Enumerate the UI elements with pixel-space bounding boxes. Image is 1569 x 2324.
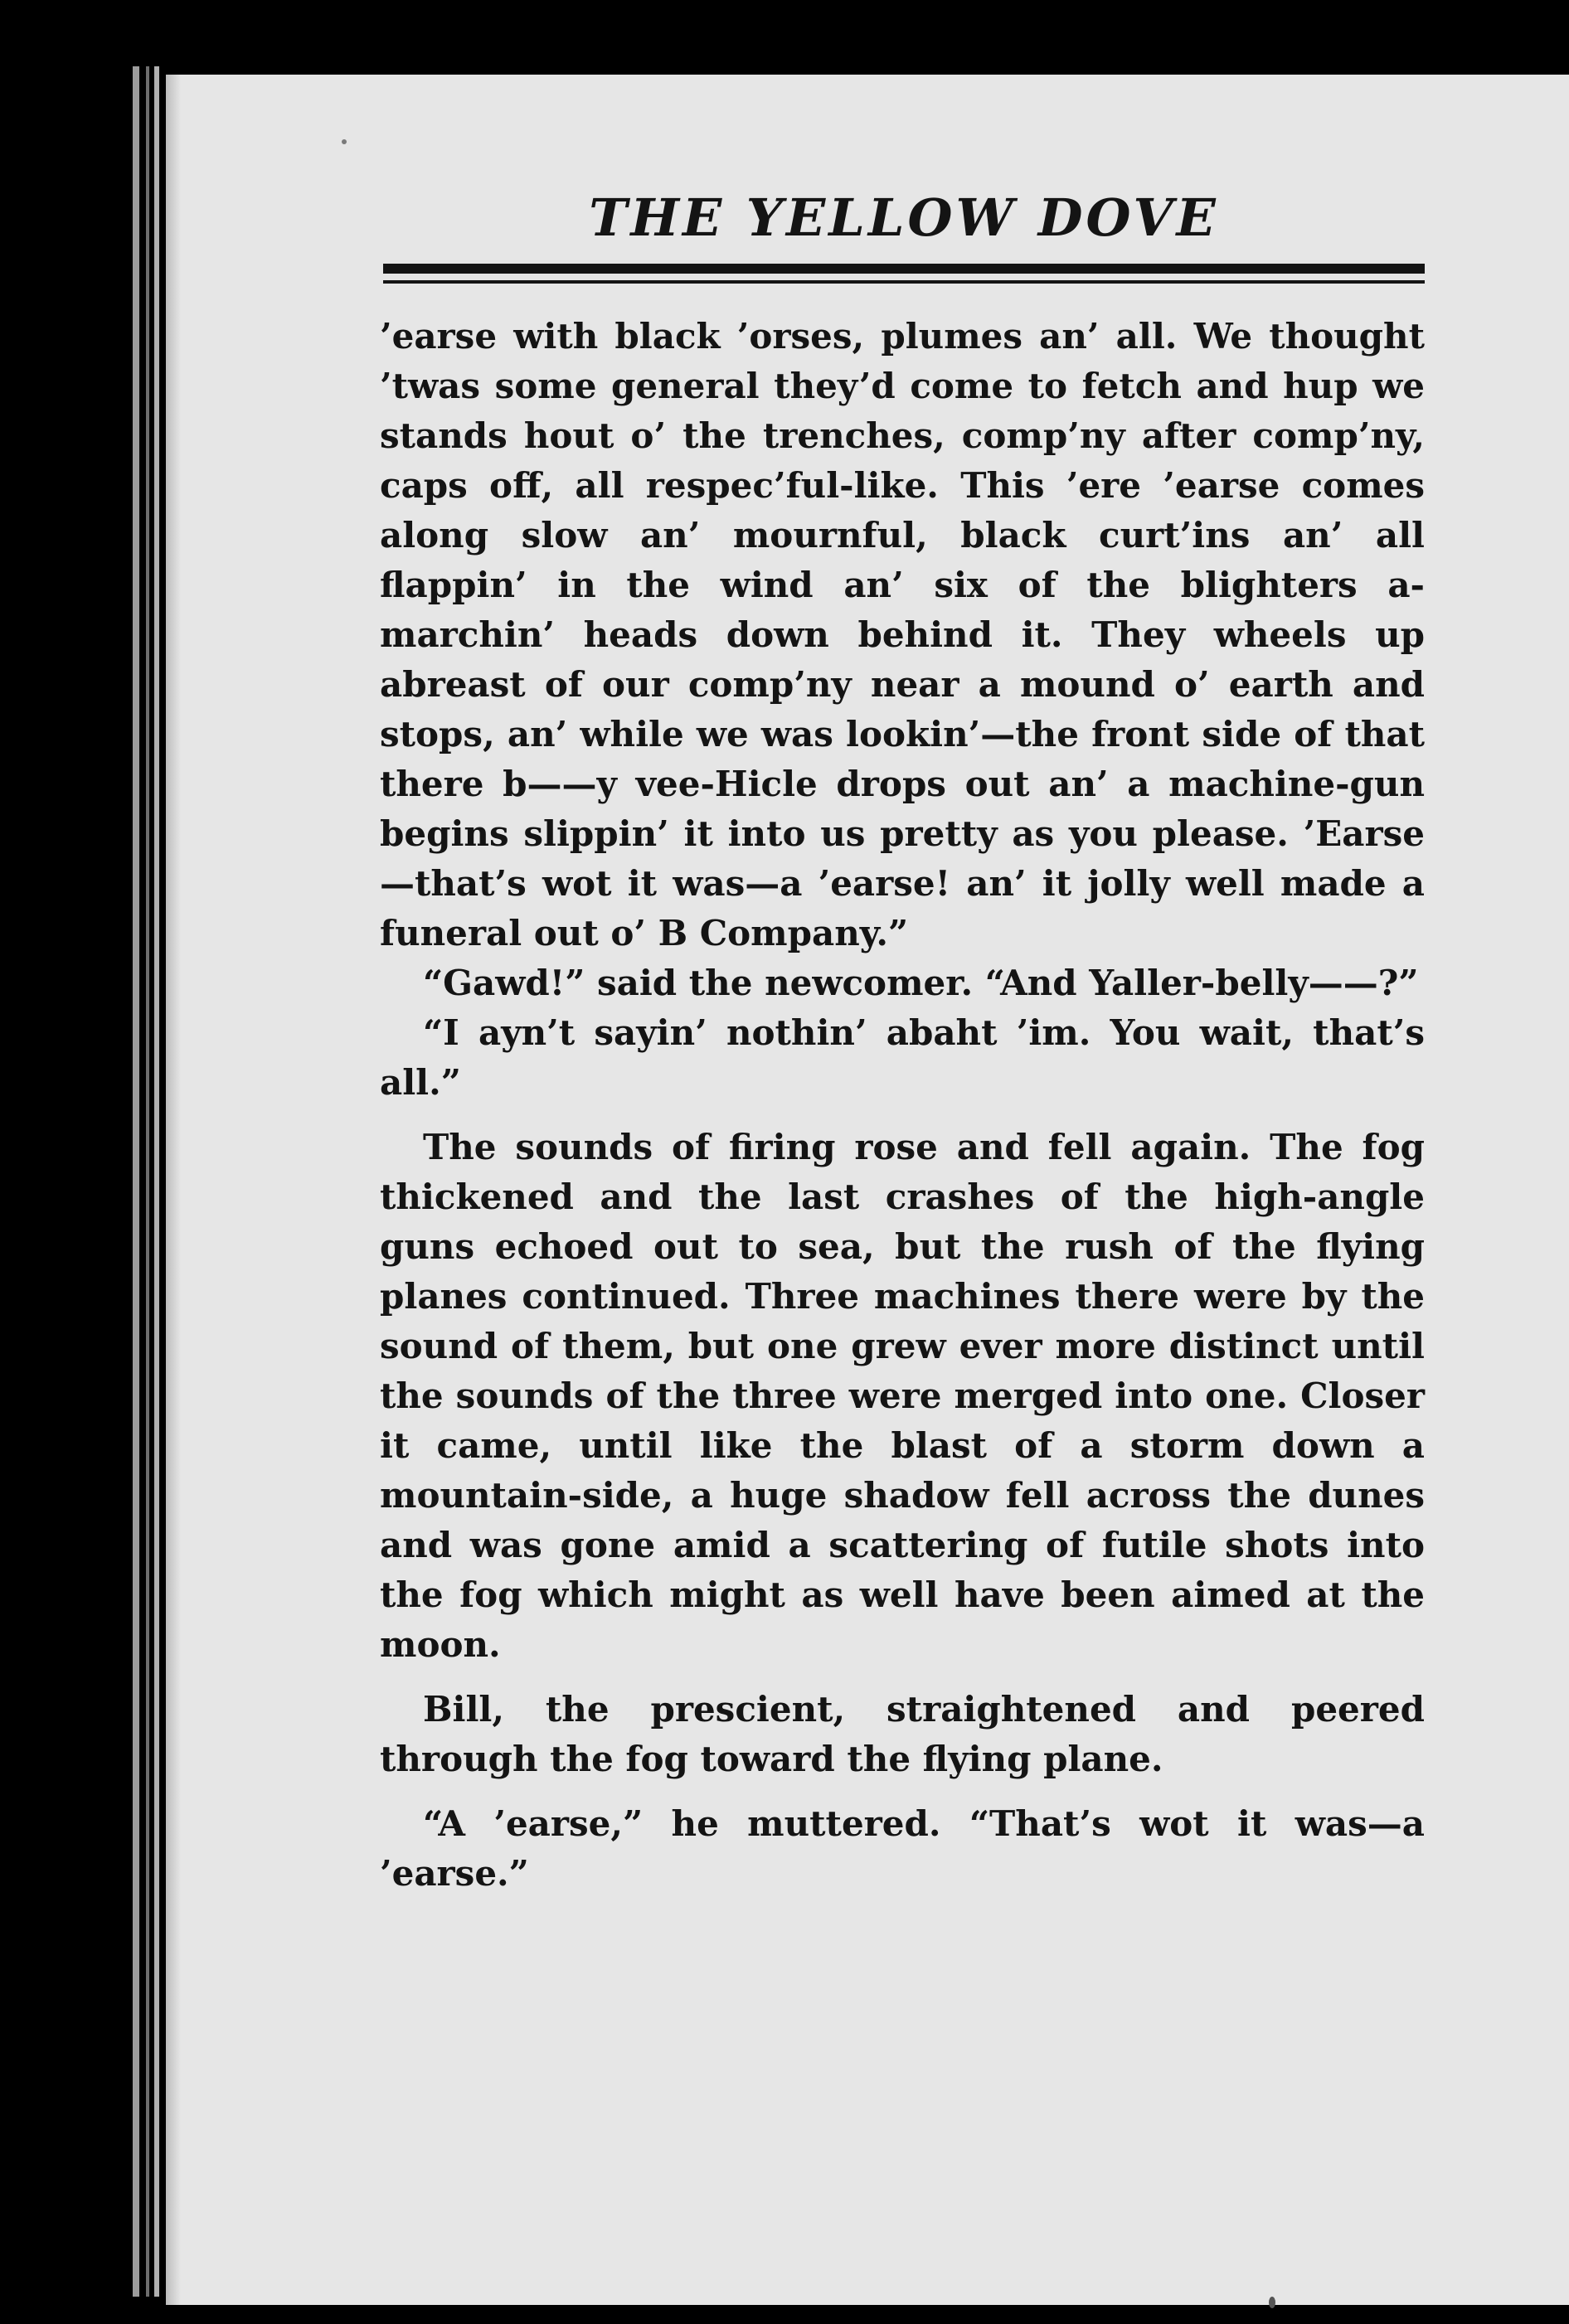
header-rule-thin [383, 280, 1425, 284]
book-spine-edge [133, 66, 139, 2297]
page-body-text [380, 312, 1425, 1899]
book-spine-edge [146, 66, 149, 2297]
paragraph: “Gawd!” said the newcomer. “And Yaller-belly——?” [423, 963, 1419, 1003]
header-rule [383, 264, 1425, 274]
book-spine-edge [154, 66, 159, 2297]
paragraph-continued: ’earse with black ’orses, plumes an’ all. We thought ’twas some general they’d come to fetch and hup we stands hout o’ the trenches, comp’ny after comp’ny, caps off, all respec’ful-like. This ’ere ’earse comes along slow an’ mournful, black curt’ins an’ all flappin’ in the wind an’ six of the blighters a-marchin’ heads down behind it. They wheels up abreast of our comp’ny near a mound o’ earth and stops, an’ while we was lookin’—the front side of that there b——y vee-Hicle drops out an’ a machine-gun begins slippin’ it into us pretty as you please. ’Earse—that’s wot it was—a ’earse! an’ it jolly well made a funeral out o’ B Company.” [380, 316, 1425, 953]
running-head: THE YELLOW DOVE [589, 187, 1219, 248]
scan-speck [342, 139, 347, 144]
paragraph: The sounds of firing rose and fell again. The fog thickened and the last crashes of the high-angle guns echoed out to sea, but the rush of the flying planes continued. Three machines there were by the sound of them, but one grew ever more distinct until the sounds of the three were merged into one. Closer it came, until like the blast of a storm down a mountain-side, a huge shadow fell across the dunes and was gone amid a scattering of futile shots into the fog which might as well have been aimed at the moon. [380, 1127, 1425, 1665]
paragraph: Bill, the prescient, straightened and peered through the fog toward the flying plane. [380, 1689, 1425, 1779]
paragraph: “I ayn’t sayin’ nothin’ abaht ’im. You wait, that’s all.” [380, 1012, 1425, 1103]
page-gutter-shadow [166, 75, 181, 2305]
scan-speck [1269, 2297, 1275, 2308]
paragraph: “A ’earse,” he muttered. “That’s wot it was—a ’earse.” [380, 1803, 1425, 1894]
